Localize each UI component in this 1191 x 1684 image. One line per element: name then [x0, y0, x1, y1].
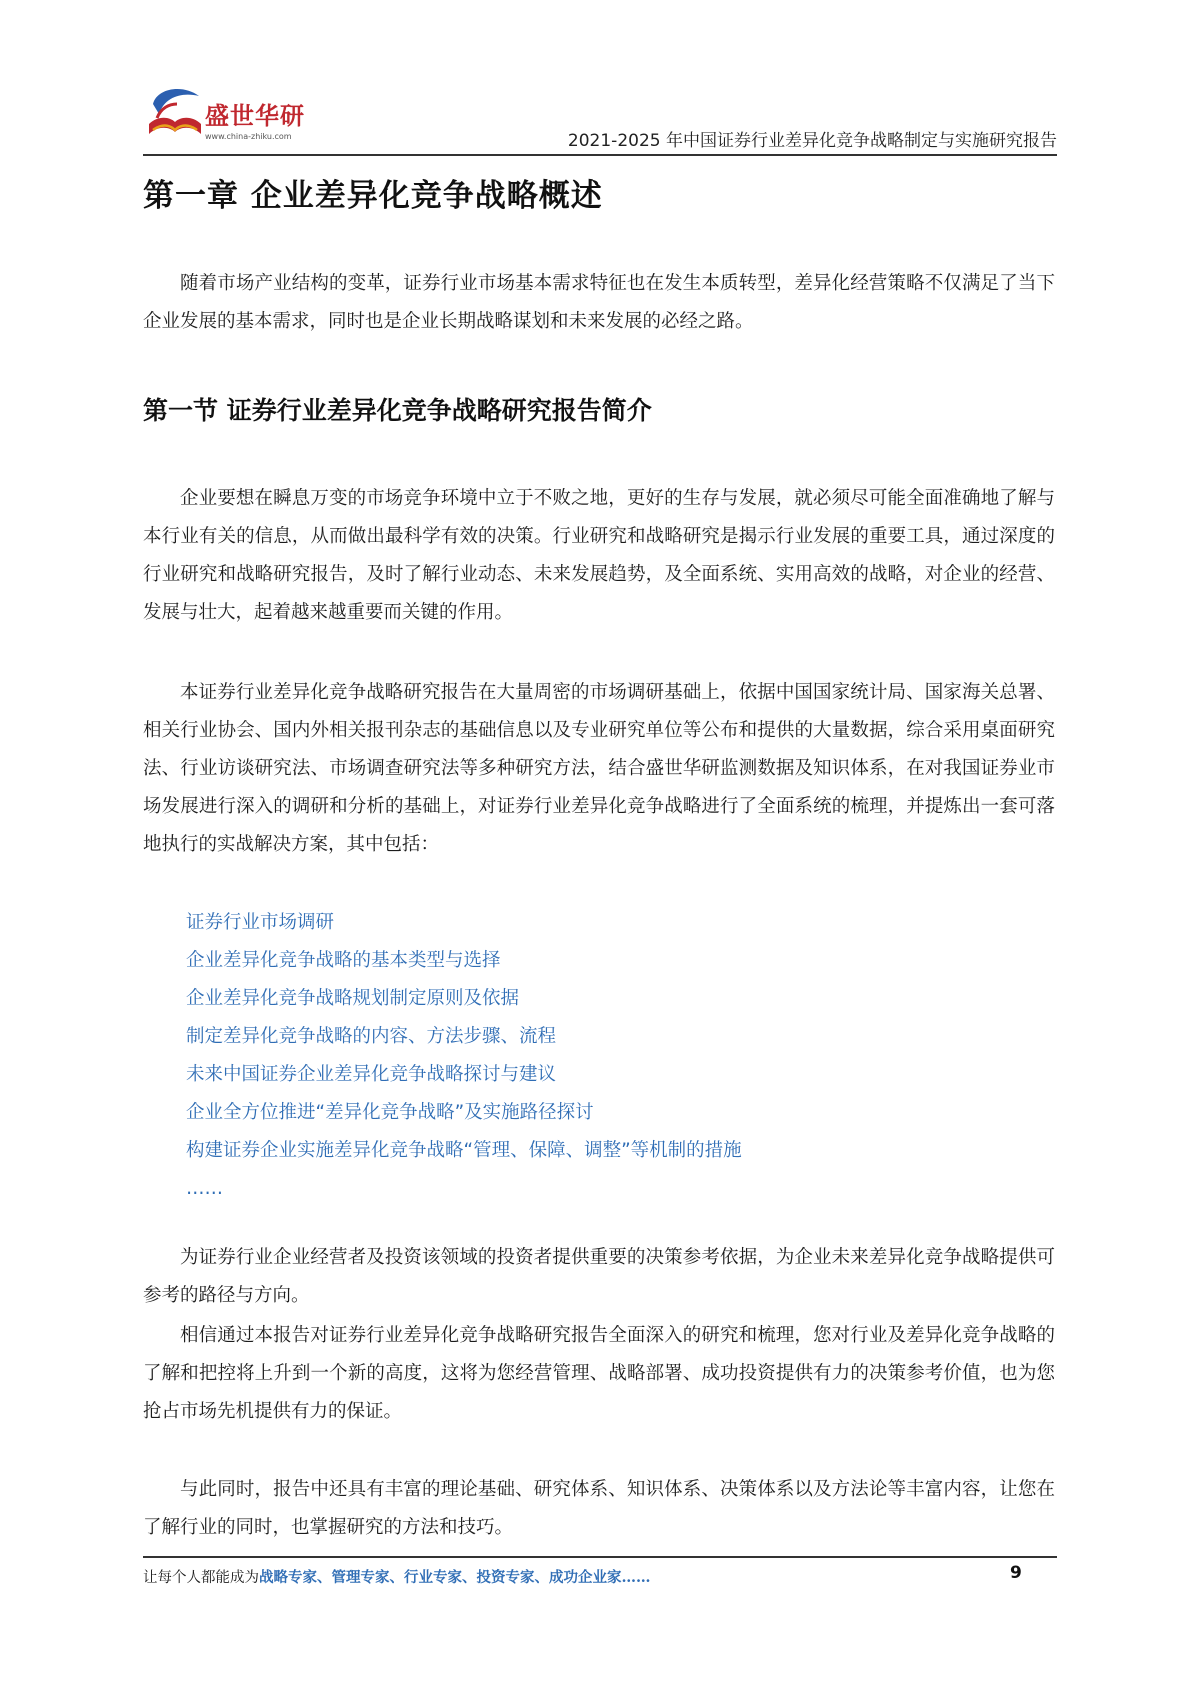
footer-slogan-highlight: 战略专家、管理专家、行业专家、投资专家、成功企业家…… — [259, 1569, 651, 1586]
contents-list-item[interactable]: 企业全方位推进“差异化竞争战略”及实施路径探讨 — [186, 1102, 594, 1123]
contents-list-ellipsis: …… — [186, 1178, 223, 1199]
paragraph: 本证券行业差异化竞争战略研究报告在大量周密的市场调研基础上，依据中国国家统计局、国家海关总署、相关行业协会、国内外相关报刊杂志的基础信息以及专业研究单位等公布和提供的大量数据，综合采用桌面研究法、行业访谈研究法、市场调查研究法等多种研究方法，结合盛世华研监测数据及知识体系，在对我国证券业市场发展进行深入的调研和分析的基础上，对证券行业差异化竞争战略进行了全面系统的梳理，并提炼出一套可落地执行的实战解决方案，其中包括： — [143, 682, 1055, 855]
contents-list-item[interactable]: 证券行业市场调研 — [186, 912, 335, 933]
contents-list-item[interactable]: 企业差异化竞争战略的基本类型与选择 — [186, 950, 501, 971]
report-title: 2021-2025 年中国证券行业差异化竞争战略制定与实施研究报告 — [567, 131, 1057, 151]
footer-slogan-prefix: 让每个人都能成为 — [143, 1570, 259, 1586]
brand-logo — [143, 78, 318, 150]
chapter-title: 第一章 企业差异化竞争战略概述 — [143, 178, 603, 214]
logo-url: www.china-zhiku.com — [205, 132, 292, 141]
footer-slogan — [143, 1566, 651, 1587]
paragraph: 与此同时，报告中还具有丰富的理论基础、研究体系、知识体系、决策体系以及方法论等丰富内容，让您在了解行业的同时，也掌握研究的方法和技巧。 — [143, 1479, 1055, 1538]
contents-list-item[interactable]: 企业差异化竞争战略规划制定原则及依据 — [186, 988, 520, 1009]
contents-list-item[interactable]: 制定差异化竞争战略的内容、方法步骤、流程 — [186, 1026, 557, 1047]
contents-list — [186, 904, 742, 1208]
contents-list-item[interactable]: 构建证券企业实施差异化竞争战略“管理、保障、调整”等机制的措施 — [186, 1140, 742, 1161]
footer-divider — [143, 1556, 1057, 1558]
paragraph: 为证券行业企业经营者及投资该领域的投资者提供重要的决策参考依据，为企业未来差异化竞争战略提供可参考的路径与方向。 — [143, 1247, 1055, 1306]
logo-name: 盛世华研 — [205, 102, 305, 130]
header-divider — [143, 154, 1057, 156]
paragraph: 企业要想在瞬息万变的市场竞争环境中立于不败之地，更好的生存与发展，就必须尽可能全面准确地了解与本行业有关的信息，从而做出最科学有效的决策。行业研究和战略研究是揭示行业发展的重要工具，通过深度的行业研究和战略研究报告，及时了解行业动态、未来发展趋势，及全面系统、实用高效的战略，对企业的经营、发展与壮大，起着越来越重要而关键的作用。 — [143, 488, 1055, 623]
page-number: 9 — [1010, 1563, 1022, 1583]
book-logo-icon — [143, 84, 207, 144]
section-title: 第一节 证券行业差异化竞争战略研究报告简介 — [143, 396, 652, 425]
intro-paragraph: 随着市场产业结构的变革，证券行业市场基本需求特征也在发生本质转型，差异化经营策略不仅满足了当下企业发展的基本需求，同时也是企业长期战略谋划和未来发展的必经之路。 — [143, 273, 1055, 332]
paragraph: 相信通过本报告对证券行业差异化竞争战略研究报告全面深入的研究和梳理，您对行业及差异化竞争战略的了解和把控将上升到一个新的高度，这将为您经营管理、战略部署、成功投资提供有力的决策参考价值，也为您抢占市场先机提供有力的保证。 — [143, 1325, 1055, 1422]
page-header — [143, 78, 1057, 158]
contents-list-item[interactable]: 未来中国证券企业差异化竞争战略探讨与建议 — [186, 1064, 557, 1085]
